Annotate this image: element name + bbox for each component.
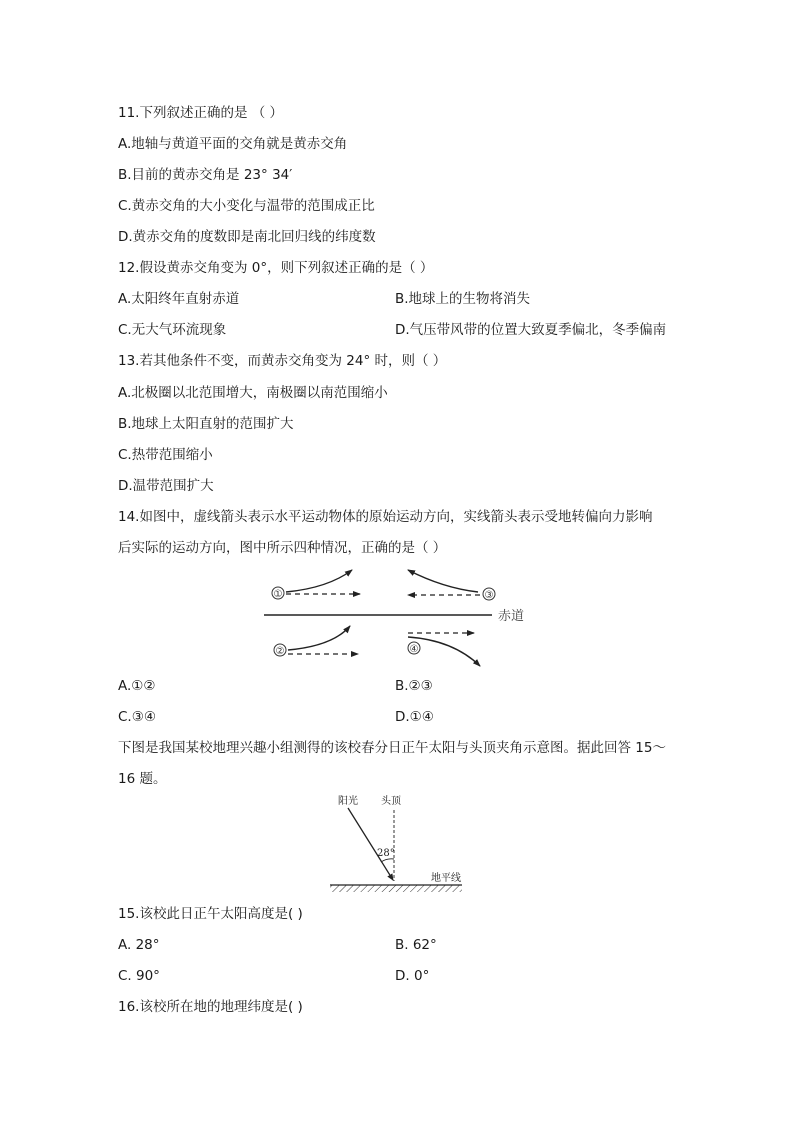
question-11-option-a: A.地轴与黄道平面的交角就是黄赤交角 (118, 136, 348, 152)
case-1-actual-direction (286, 570, 352, 592)
question-14-option-a: A.①② (118, 678, 156, 694)
question-11-option-c: C.黄赤交角的大小变化与温带的范围成正比 (118, 198, 375, 214)
question-15-option-a: A. 28° (118, 937, 160, 953)
question-12-option-a: A.太阳终年直射赤道 (118, 291, 240, 307)
case-1-label: ① (273, 589, 283, 600)
question-11-option-d: D.黄赤交角的度数即是南北回归线的纬度数 (118, 229, 376, 245)
question-13-option-a: A.北极圈以北范围增大，南极圈以南范围缩小 (118, 385, 388, 401)
case-2-actual-direction (288, 626, 350, 650)
question-15-option-c: C. 90° (118, 968, 160, 984)
question-13-option-b: B.地球上太阳直射的范围扩大 (118, 416, 294, 432)
angle-arc (381, 859, 394, 862)
sun-angle-diagram (326, 792, 468, 898)
question-13-option-c: C.热带范围缩小 (118, 447, 213, 463)
ground-hatching (330, 885, 462, 892)
equator-label: 赤道 (498, 609, 525, 624)
case-3-actual-direction (408, 570, 478, 592)
question-12-stem: 12.假设黄赤交角变为 0°，则下列叙述正确的是（ ） (118, 260, 434, 276)
question-12-option-b: B.地球上的生物将消失 (395, 291, 531, 307)
question-15-option-b: B. 62° (395, 937, 437, 953)
sunlight-ray (348, 808, 393, 880)
question-13-stem: 13.若其他条件不变，而黄赤交角变为 24° 时，则（ ） (118, 353, 447, 369)
question-14-option-d: D.①④ (395, 709, 434, 725)
question-14-stem-line-2: 后实际的运动方向，图中所示四种情况，正确的是（ ） (118, 540, 447, 556)
question-14-option-b: B.②③ (395, 678, 433, 694)
intro-line-1: 下图是我国某校地理兴趣小组测得的该校春分日正午太阳与头顶夹角示意图。据此回答 15～ (118, 740, 666, 756)
question-14-stem-line-1: 14.如图中，虚线箭头表示水平运动物体的原始运动方向，实线箭头表示受地转偏向力影响 (118, 509, 653, 525)
angle-label: 28° (377, 848, 395, 859)
question-11-stem: 11.下列叙述正确的是 （ ） (118, 105, 284, 121)
question-16-stem: 16.该校所在地的地理纬度是( ) (118, 999, 303, 1015)
case-4-label: ④ (409, 644, 419, 655)
question-14-option-c: C.③④ (118, 709, 156, 725)
case-3-label: ③ (484, 590, 494, 601)
intro-line-2: 16 题。 (118, 771, 167, 787)
question-12-option-c: C.无大气环流现象 (118, 322, 227, 338)
question-12-option-d: D.气压带风带的位置大致夏季偏北，冬季偏南 (395, 322, 667, 338)
question-13-option-d: D.温带范围扩大 (118, 478, 214, 494)
question-15-stem: 15.该校此日正午太阳高度是( ) (118, 906, 303, 922)
question-15-option-d: D. 0° (395, 968, 430, 984)
case-2-label: ② (275, 646, 285, 657)
question-11-option-b: B.目前的黄赤交角是 23° 34′ (118, 167, 293, 183)
sunlight-label: 阳光 (338, 796, 358, 807)
coriolis-deflection-diagram (258, 562, 538, 672)
zenith-label: 头顶 (381, 796, 401, 807)
horizon-label: 地平线 (431, 873, 461, 884)
